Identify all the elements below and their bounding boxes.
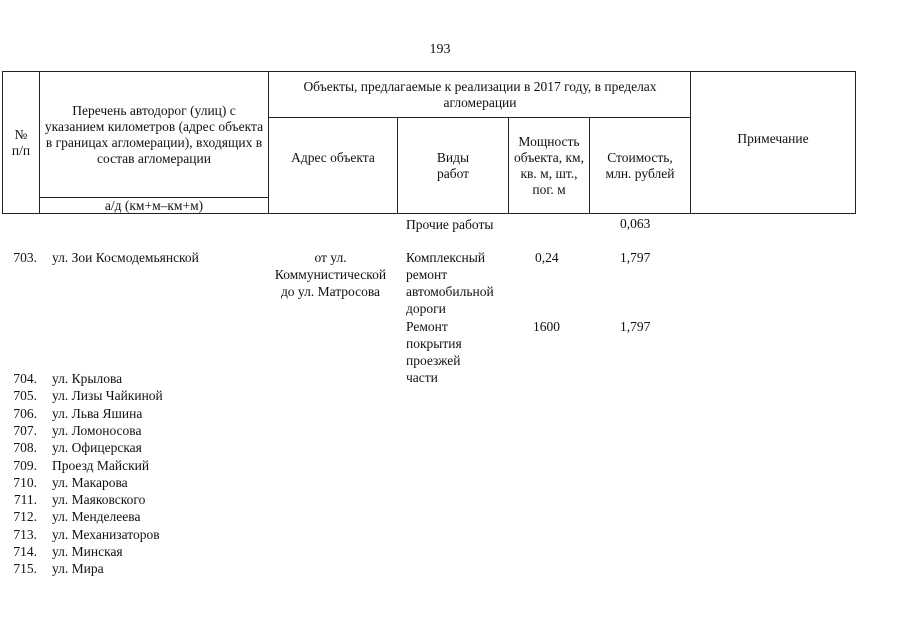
capacity-value: 0,24 [535, 250, 559, 265]
divider [589, 117, 590, 214]
road-name: Проезд Майский [52, 457, 150, 473]
cost-value: 1,797 [620, 319, 651, 334]
header-no: № п/п [11, 126, 31, 158]
header-note: Примечание [737, 130, 809, 146]
row-number: 710. [13, 474, 37, 490]
divider [39, 71, 40, 214]
road-name: ул. Механизаторов [52, 526, 160, 542]
row-number: 708. [13, 440, 37, 456]
road-name: ул. Лизы Чайкиной [52, 388, 163, 404]
row-number: 715. [13, 561, 37, 577]
object-address: от ул. Коммунистической до ул. Матросова [274, 250, 387, 299]
header-roads-sub: а/д (км+м–км+м) [104, 197, 204, 213]
page-number: 193 [429, 42, 451, 57]
road-name: ул. Льва Яшина [52, 405, 143, 421]
road-name: ул. Мира [52, 561, 104, 577]
row-number: 712. [13, 509, 37, 525]
header-roads: Перечень автодорог (улиц) с указанием километров (адрес объекта в границах агломерации), входящих в состав агломерации [44, 102, 264, 166]
row-number: 709. [13, 457, 37, 473]
prev-cost: 0,063 [620, 216, 651, 231]
capacity-value: 1600 [533, 319, 560, 334]
road-name: ул. Зои Космодемьянской [52, 250, 199, 265]
row-number: 707. [13, 422, 37, 438]
divider [397, 117, 398, 214]
header-address: Адрес объекта [291, 150, 375, 165]
road-name: ул. Маяковского [52, 492, 146, 508]
road-name: ул. Макарова [52, 474, 128, 490]
row-number: 704. [13, 371, 37, 386]
row-number: 706. [13, 405, 37, 421]
row-number: 703. [13, 250, 37, 265]
work-type: Ремонт покрытия проезжей части [406, 319, 462, 385]
road-name: ул. Крылова [52, 371, 123, 386]
header-capacity: Мощность объекта, км, кв. м, шт., пог. м [514, 134, 584, 197]
row-number: 705. [13, 388, 37, 404]
work-type: Комплексный ремонт автомобильной дороги [406, 250, 494, 316]
road-name: ул. Минская [52, 544, 123, 559]
row-number: 711. [13, 492, 37, 508]
road-name: ул. Офицерская [52, 440, 142, 456]
row-number: 714. [13, 544, 37, 559]
road-name: ул. Менделеева [52, 509, 141, 525]
row-number: 713. [13, 526, 37, 542]
road-name: ул. Ломоносова [52, 422, 142, 438]
header-works: Виды работ [436, 150, 470, 181]
cost-value: 1,797 [620, 250, 651, 265]
prev-work: Прочие работы [406, 217, 494, 232]
header-cost: Стоимость, млн. рублей [605, 150, 675, 181]
header-objects-group: Объекты, предлагаемые к реализации в 2017 году, в пределах агломерации [303, 78, 657, 110]
